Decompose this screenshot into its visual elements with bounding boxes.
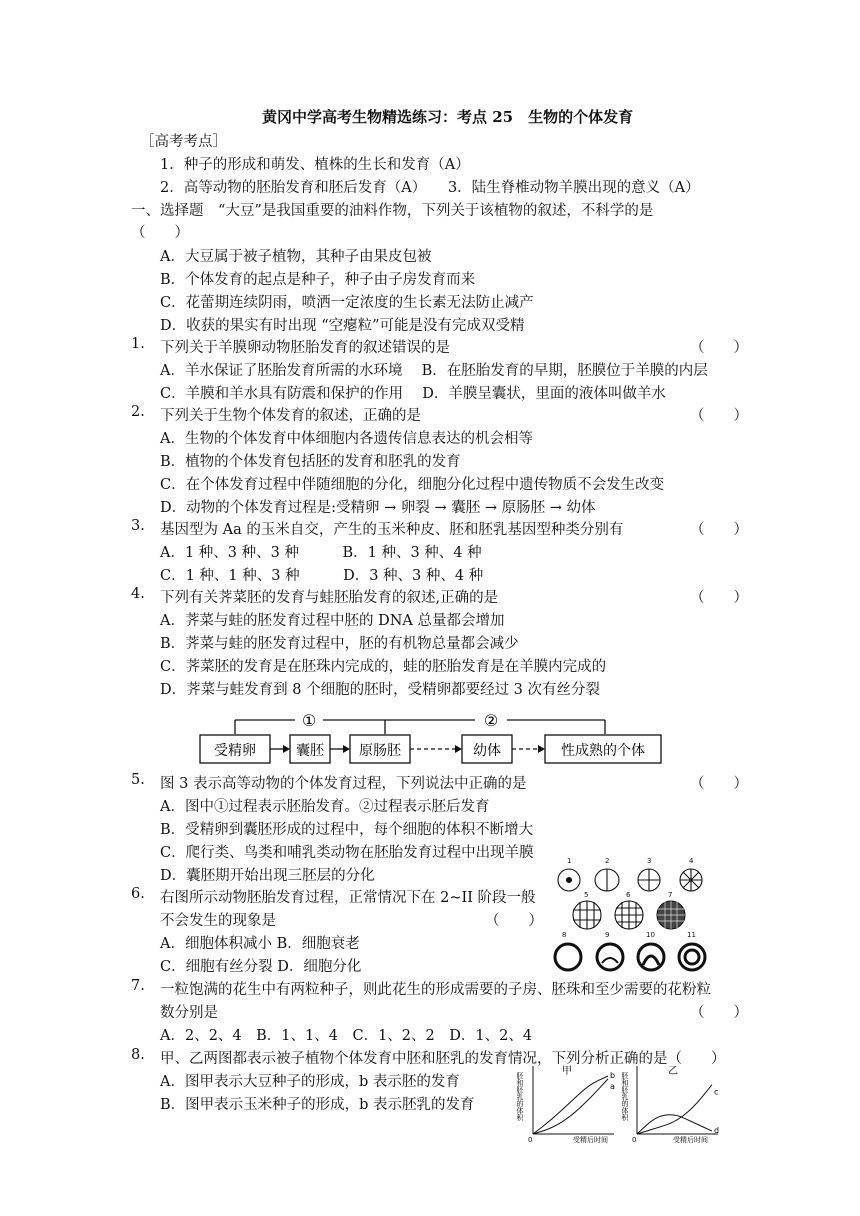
stage-label-11: 11 — [687, 931, 696, 939]
chart-yi-xlabel: 受精后时间 — [673, 1136, 708, 1144]
q8-number: 8. — [131, 1047, 145, 1063]
q6-stem-line2: 不会发生的现象是 — [160, 913, 276, 929]
q3-options-cd: C．1 种、1 种、3 种 D．3 种、3 种、4 种 — [160, 568, 484, 584]
stage-label-2: 2 — [605, 857, 610, 865]
flow-text-larva: 幼体 — [473, 743, 501, 759]
q1-options-ab: A．羊水保证了胚胎发育所需的水环境 B．在胚胎发育的早期，胚膜位于羊膜的内层 — [160, 363, 708, 379]
exam-point-2: 2．高等动物的胚胎发育和胚后发育（A） 3．陆生脊椎动物羊膜出现的意义（A） — [160, 180, 700, 196]
q3-number: 3. — [131, 518, 145, 534]
flow-text-zygote: 受精卵 — [214, 743, 256, 759]
chart-1-series-c-label: c — [714, 1087, 719, 1097]
stage-label-4: 4 — [689, 857, 694, 865]
q7-options: A．2、2、4 B．1、1、4 C．1、2、2 D．1、2、4 — [160, 1028, 533, 1044]
q2-number: 2. — [131, 404, 145, 420]
development-flow-diagram — [195, 710, 725, 772]
q4-option-c: C．荠菜胚的发育是在胚珠内完成的，蛙的胚胎发育是在羊膜内完成的 — [160, 659, 607, 675]
q8-growth-charts — [518, 1062, 730, 1146]
q6-number: 6. — [131, 886, 145, 902]
q4-option-b: B．荠菜与蛙的胚发育过程中，胚的有机物总量都会减少 — [160, 636, 519, 652]
q3-stem: 基因型为 Aa 的玉米自交，产生的玉米种皮、胚和胚乳基因型种类分别有 — [160, 522, 624, 538]
q2-answer-paren: （ ） — [690, 408, 748, 424]
q4-stem: 下列有关荠菜胚的发育与蛙胚胎发育的叙述,正确的是 — [160, 590, 499, 606]
q2-option-c: C．在个体发育过程中伴随细胞的分化，细胞分化过程中遗传物质不会发生改变 — [160, 477, 665, 493]
stage-11-late-gastrula — [679, 944, 705, 970]
chart-jia — [516, 1065, 616, 1144]
stage-label-3: 3 — [647, 857, 652, 865]
stage-label-1: 1 — [567, 857, 572, 865]
q7-number: 7. — [131, 978, 145, 994]
q1-number: 1. — [131, 336, 145, 352]
stage-8-blastula-section — [555, 944, 581, 970]
q1-options-cd: C．羊膜和羊水具有防震和保护的作用 D．羊膜呈囊状，里面的液体叫做羊水 — [160, 386, 666, 402]
q5-option-b: B．受精卵到囊胚形成的过程中，每个细胞的体积不断增大 — [160, 822, 534, 838]
intro-option-d: D．收获的果实有时出现 “空瘪粒”可能是没有完成双受精 — [160, 318, 525, 334]
q7-stem-line1: 一粒饱满的花生中有两粒种子，则此花生的形成需要的子房、胚珠和至少需要的花粉粒 — [160, 982, 711, 998]
q2-option-a: A．生物的个体发育中体细胞内各遗传信息表达的机会相等 — [160, 431, 533, 447]
q5-option-d: D．囊胚期开始出现三胚层的分化 — [160, 868, 375, 884]
intro-option-c: C．花蕾期连续阴雨，喷洒一定浓度的生长素无法防止减产 — [160, 295, 534, 311]
flow-label-2: ② — [483, 711, 499, 730]
chart-jia-xlabel: 受精后时间 — [573, 1136, 608, 1144]
chart-1-series-d-label: d — [714, 1126, 720, 1136]
page-title: 黄冈中学高考生物精选练习：考点 25 生物的个体发育 — [262, 108, 634, 126]
q7-stem-line2: 数分别是 — [160, 1005, 218, 1021]
section-heading: ［高考考点］ — [140, 134, 227, 150]
chart-jia-title: 甲 — [562, 1066, 572, 1077]
q6-options-cd: C．细胞有丝分裂 D．细胞分化 — [160, 959, 362, 975]
chart-0-series-b-label: b — [610, 1071, 616, 1080]
q4-answer-paren: （ ） — [690, 590, 748, 606]
q4-number: 4. — [131, 586, 145, 602]
q8-option-a: A．图甲表示大豆种子的形成，b 表示胚的发育 — [160, 1074, 460, 1090]
q4-option-d: D．荠菜与蛙发育到 8 个细胞的胚时，受精卵都要经过 3 次有丝分裂 — [160, 682, 601, 698]
chart-1-series-c-line — [637, 1085, 712, 1134]
q5-option-a: A．图中①过程表示胚胎发育。②过程表示胚后发育 — [160, 799, 490, 815]
flow-text-blastula: 囊胚 — [296, 743, 324, 759]
q6-answer-paren: （ ） — [485, 913, 543, 929]
q1-answer-paren: （ ） — [690, 340, 748, 356]
q4-option-a: A．荠菜与蛙的胚发育过程中胚的 DNA 总量都会增加 — [160, 613, 505, 629]
intro-question-paren: （ ） — [131, 225, 189, 241]
stage-label-5: 5 — [584, 891, 589, 899]
chart-jia-origin: 0 — [528, 1136, 533, 1144]
flow-label-1: ① — [301, 711, 317, 730]
chart-yi — [621, 1065, 720, 1144]
stage-label-7: 7 — [668, 891, 673, 899]
q3-options-ab: A．1 种、3 种、3 种 B．1 种、3 种、4 种 — [160, 545, 482, 561]
chart-yi-origin: 0 — [632, 1136, 637, 1144]
q8-option-b: B．图甲表示玉米种子的形成，b 表示胚乳的发育 — [160, 1097, 475, 1113]
q5-number: 5. — [131, 772, 145, 788]
embryo-stages-figure — [550, 855, 720, 973]
q8-stem: 甲、乙两图都表示被子植物个体发育中胚和胚乳的发育情况，下列分析正确的是（ ） — [160, 1051, 726, 1067]
chart-0-series-b-line — [533, 1076, 608, 1134]
q2-option-d: D．动物的个体发育过程是:受精卵 → 卵裂 → 囊胚 → 原肠胚 → 幼体 — [160, 500, 596, 516]
flow-text-adult: 性成熟的个体 — [561, 743, 645, 759]
q5-stem: 图 3 表示高等动物的个体发育过程，下列说法中正确的是 — [160, 776, 527, 792]
q1-stem: 下列关于羊膜卵动物胚胎发育的叙述错误的是 — [160, 340, 450, 356]
q6-stem-line1: 右图所示动物胚胎发育过程，正常情况下在 2~II 阶段一般 — [160, 890, 536, 906]
intro-option-a: A．大豆属于被子植物，其种子由果皮包被 — [160, 249, 432, 265]
chart-yi-title: 乙 — [668, 1066, 678, 1077]
q6-options-ab: A．细胞体积减小 B．细胞衰老 — [160, 936, 360, 952]
q7-answer-paren: （ ） — [690, 1005, 748, 1021]
exam-point-1: 1．种子的形成和萌发、植株的生长和发育（A） — [160, 157, 470, 173]
chart-yi-ylabel: 胚和胚乳的体积 — [621, 1072, 629, 1121]
q2-option-b: B．植物的个体发育包括胚的发育和胚乳的发育 — [160, 454, 461, 470]
intro-option-b: B．个体发育的起点是种子，种子由子房发育而来 — [160, 272, 476, 288]
stage-label-6: 6 — [626, 891, 631, 899]
stage-label-8: 8 — [562, 931, 567, 939]
stage-label-9: 9 — [605, 931, 610, 939]
flow-text-gastrula: 原肠胚 — [359, 743, 401, 759]
q2-stem: 下列关于生物个体发育的叙述，正确的是 — [160, 408, 421, 424]
q3-answer-paren: （ ） — [690, 522, 748, 538]
q5-option-c: C．爬行类、鸟类和哺乳类动物在胚胎发育过程中出现羊膜 — [160, 845, 534, 861]
q5-answer-paren: （ ） — [690, 776, 748, 792]
chart-jia-ylabel: 胚和胚乳的体积 — [516, 1072, 524, 1121]
chart-1-series-d-line — [637, 1115, 712, 1134]
chart-0-series-a-label: a — [610, 1081, 615, 1091]
intro-question-stem: 一、选择题 “大豆”是我国重要的油料作物，下列关于该植物的叙述，不科学的是 — [131, 203, 654, 219]
stage-label-10: 10 — [646, 931, 655, 939]
